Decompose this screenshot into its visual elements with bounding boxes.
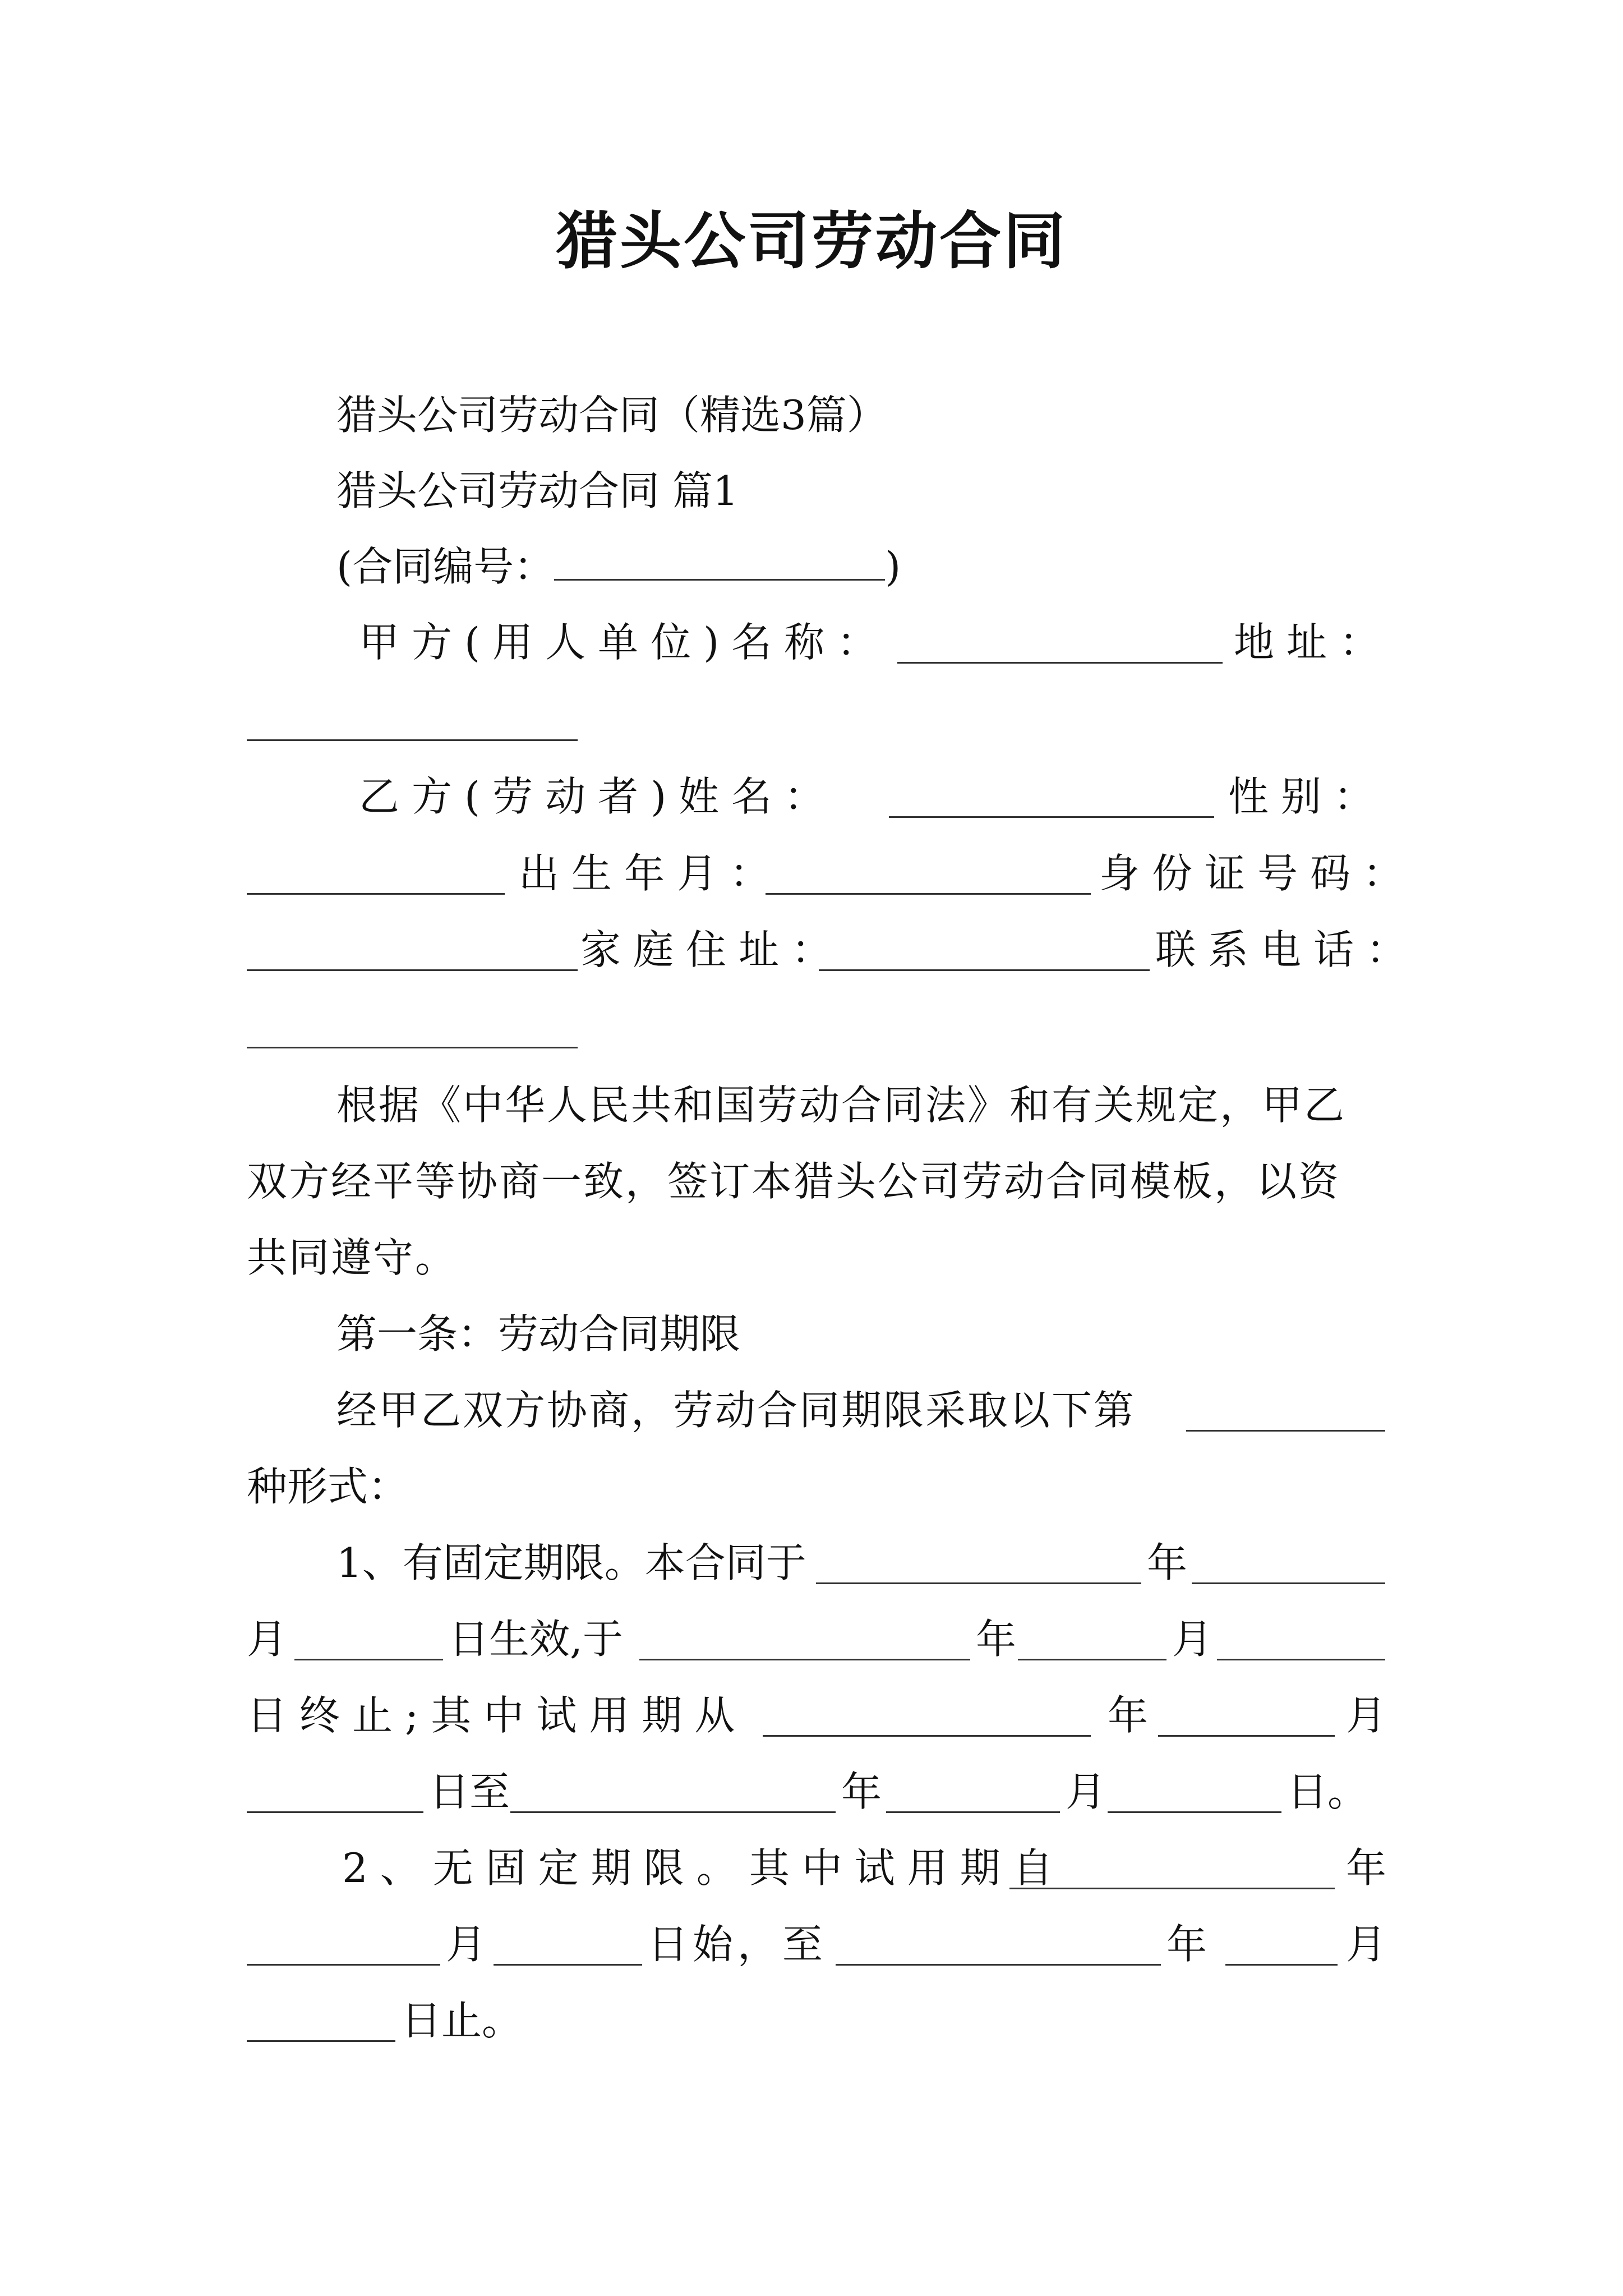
- probation-end-day-blank[interactable]: [1108, 1811, 1281, 1813]
- fixed-start-year-unit: 年: [1147, 1539, 1188, 1586]
- party-b-phone-blank[interactable]: [247, 1047, 578, 1048]
- term-type-blank[interactable]: [1186, 1430, 1385, 1432]
- party-b-name-blank[interactable]: [889, 816, 1214, 818]
- party-a-name-blank[interactable]: [897, 662, 1223, 664]
- open-probation-end-day-blank[interactable]: [247, 2040, 395, 2042]
- fixed-term-line-3: 日终止;其中试用期从: [247, 1692, 748, 1739]
- party-b-gender-blank[interactable]: [247, 893, 505, 895]
- preamble-line-3: 共同遵守。: [247, 1234, 458, 1281]
- party-b-phone-label: 联系电话：: [1155, 926, 1419, 973]
- collection-title: 猎头公司劳动合同（精选3篇）: [336, 392, 887, 439]
- fixed-start-day-blank[interactable]: [294, 1659, 443, 1660]
- open-probation-start-day-blank[interactable]: [494, 1964, 642, 1966]
- part-title: 猎头公司劳动合同 篇1: [336, 467, 739, 514]
- party-b-birth-label: 出生年月：: [519, 850, 783, 897]
- preamble-line-2: 双方经平等协商一致，签订本猎头公司劳动合同模板，以资: [247, 1158, 1341, 1205]
- open-probation-start-month-unit: 月: [446, 1921, 487, 1968]
- party-b-home-blank[interactable]: [819, 969, 1150, 971]
- party-b-home-label: 家庭住址：: [580, 926, 845, 973]
- party-a-name-label: 甲方(用人单位)名称：: [359, 619, 890, 666]
- preamble-line-1: 根据《中华人民共和国劳动合同法》和有关规定，甲乙: [336, 1082, 1347, 1129]
- fixed-end-year-unit: 年: [976, 1616, 1017, 1663]
- article-1-intro-end: 种形式：: [247, 1463, 409, 1510]
- open-probation-end-year-unit: 年: [1166, 1921, 1207, 1968]
- probation-end-year-unit: 年: [841, 1768, 882, 1815]
- probation-start-year-blank[interactable]: [763, 1735, 1091, 1737]
- probation-end-month-blank[interactable]: [886, 1811, 1060, 1813]
- party-b-id-label: 身份证号码：: [1099, 850, 1416, 897]
- party-b-gender-label: 性别：: [1228, 773, 1387, 820]
- probation-start-month-blank[interactable]: [1158, 1735, 1335, 1737]
- open-probation-end-month-unit: 月: [1346, 1921, 1387, 1968]
- probation-start-year-unit: 年: [1108, 1692, 1149, 1739]
- party-a-address-label: 地址：: [1234, 619, 1393, 666]
- fixed-term-line-1: 1、有固定期限。本合同于: [336, 1539, 806, 1586]
- contract-number-line: [336, 539, 901, 595]
- open-probation-start-month-blank[interactable]: [247, 1964, 440, 1966]
- probation-end-month-unit: 月: [1066, 1768, 1106, 1815]
- fixed-end-day-blank[interactable]: [1217, 1659, 1385, 1660]
- fixed-end-month-blank[interactable]: [1018, 1659, 1166, 1660]
- open-probation-end-year-blank[interactable]: [836, 1964, 1161, 1966]
- party-a-address-blank[interactable]: [247, 739, 578, 741]
- probation-end-year-blank[interactable]: [510, 1811, 836, 1813]
- probation-start-month-unit: 月: [1346, 1692, 1387, 1739]
- fixed-start-month-blank[interactable]: [1192, 1582, 1385, 1584]
- article-1-intro: 经甲乙双方协商，劳动合同期限采取以下第: [336, 1387, 1136, 1434]
- party-b-id-blank[interactable]: [247, 969, 578, 971]
- fixed-end-month-unit: 月: [1172, 1616, 1213, 1663]
- party-b-name-label: 乙方(劳动者)姓名：: [359, 773, 837, 820]
- article-1-heading: 第一条：劳动合同期限: [336, 1310, 741, 1358]
- open-probation-from-to: 日始，至: [648, 1921, 828, 1968]
- probation-end-day-unit: 日。: [1287, 1768, 1368, 1815]
- document-title: 猎头公司劳动合同: [556, 205, 1067, 277]
- fixed-start-year-blank[interactable]: [816, 1582, 1141, 1584]
- probation-start-day-blank[interactable]: [247, 1811, 423, 1813]
- fixed-effective-text: 日生效,于: [449, 1616, 623, 1663]
- party-b-birth-blank[interactable]: [766, 893, 1091, 895]
- fixed-start-month-unit: 月: [247, 1616, 288, 1663]
- probation-to-text: 日至: [429, 1768, 510, 1815]
- open-probation-end-month-blank[interactable]: [1225, 1964, 1338, 1966]
- fixed-end-year-blank[interactable]: [639, 1659, 970, 1660]
- contract-number-label: (合同编号：: [336, 543, 555, 590]
- open-probation-start-year-blank[interactable]: [1009, 1888, 1335, 1889]
- contract-number-close: ): [885, 543, 901, 590]
- open-probation-start-year-unit: 年: [1346, 1844, 1387, 1892]
- contract-number-blank[interactable]: [554, 544, 885, 581]
- open-term-line-1: 2、无固定期限。其中试用期自: [342, 1844, 1066, 1892]
- open-probation-end-text: 日止。: [401, 1997, 523, 2044]
